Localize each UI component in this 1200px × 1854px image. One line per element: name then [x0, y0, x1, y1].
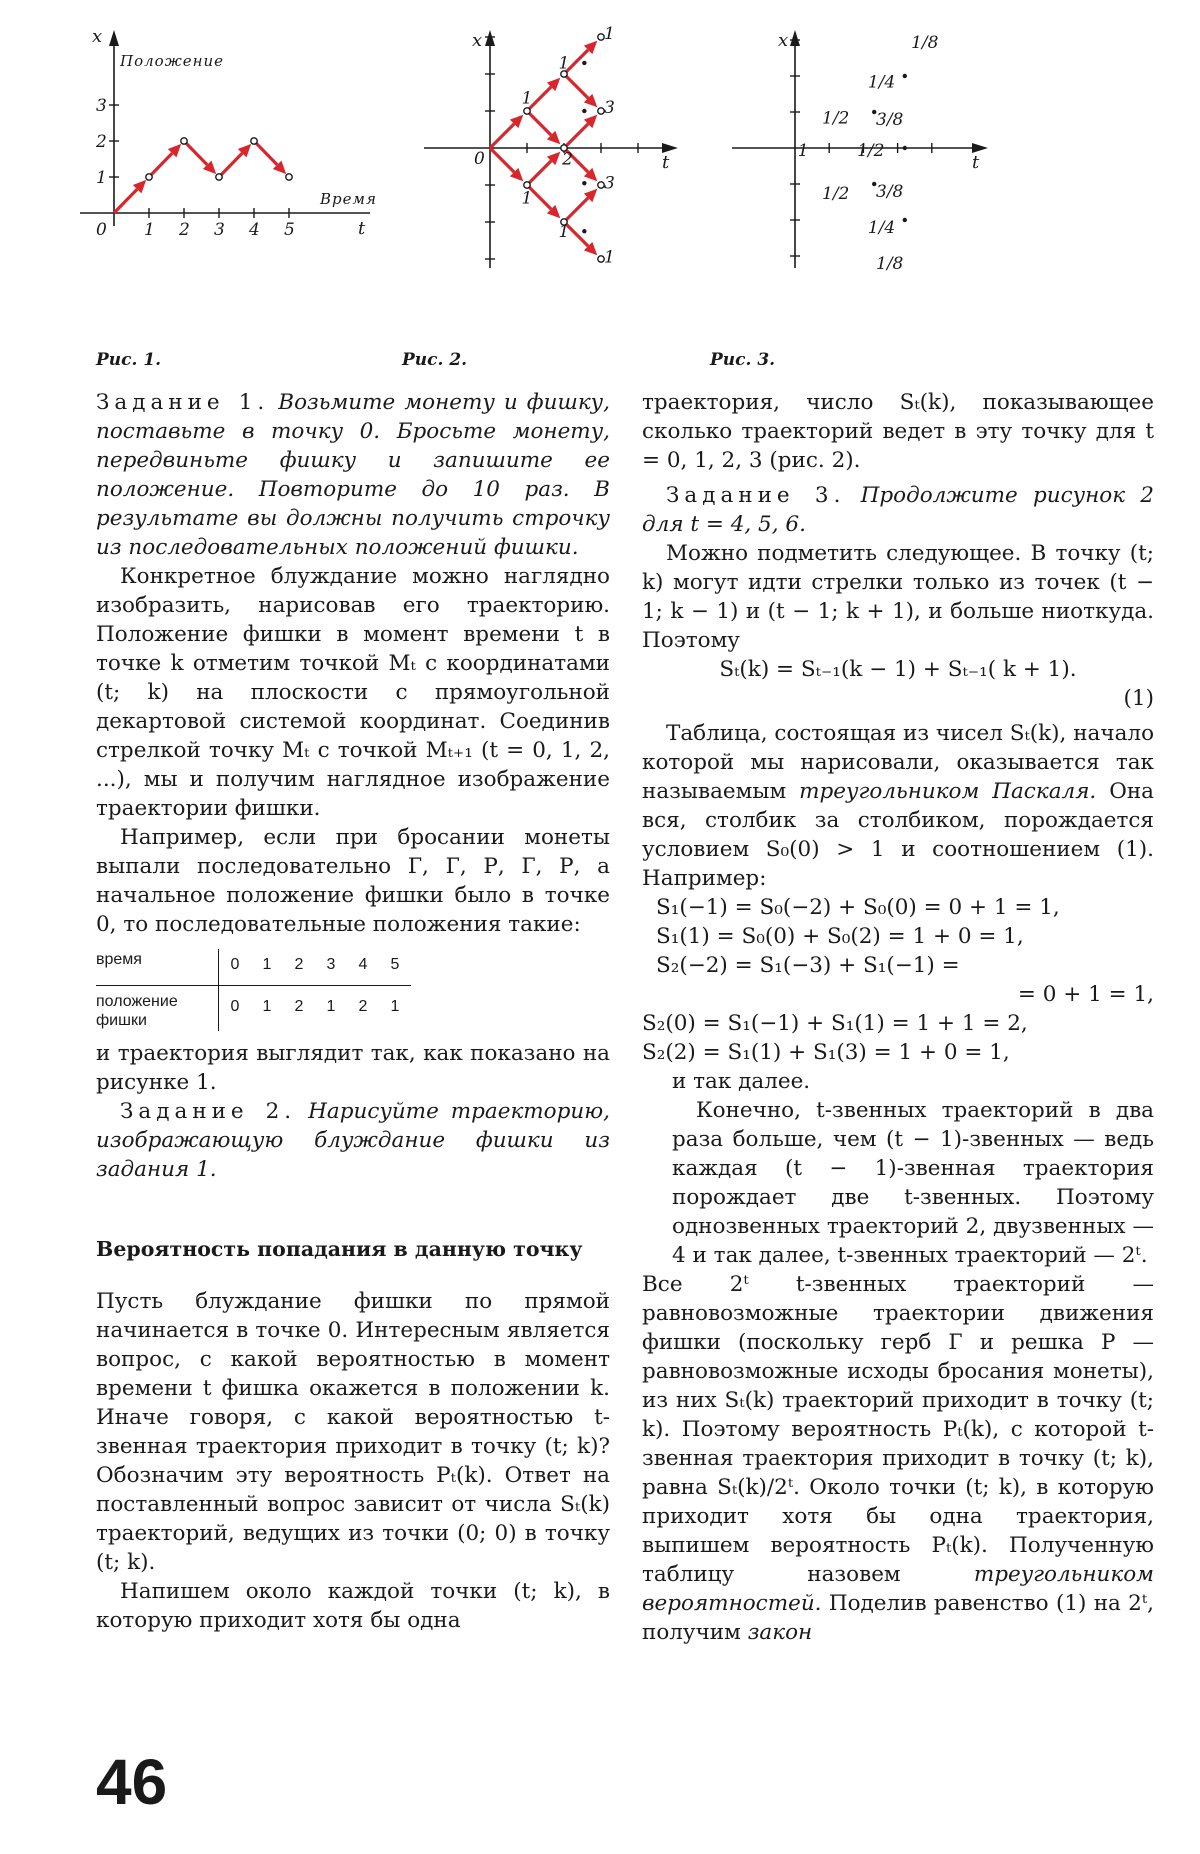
fig1-y-tick-label: 2	[96, 132, 107, 152]
fig2-count-label: 1	[558, 53, 570, 74]
fig3-t-label: t	[972, 152, 980, 173]
paragraph-example: Например, если при бросании монеты выпали последовательно Г, Г, Р, Г, Р, а начальное положение фишки было в точке 0, то последовательные положения такие:	[96, 825, 610, 937]
table-cell: 1	[262, 998, 272, 1015]
fig3-x-label: x	[778, 30, 789, 51]
task-2-label: Задание 2.	[120, 1099, 297, 1124]
figure-3-caption: Рис. 3.	[710, 350, 776, 370]
table-cell: 0	[230, 998, 240, 1015]
task-1-label: Задание 1.	[96, 390, 270, 415]
fig1-position-label: Положение	[120, 52, 225, 70]
table-cell: 2	[283, 949, 315, 986]
fig3-y-arrowhead	[790, 30, 800, 46]
fig1-path-arrow-shaft	[184, 141, 207, 165]
task-2-text: Нарисуйте траекторию, изображающую блуждание фишки из задания 1.	[96, 1099, 610, 1182]
fig2-node	[524, 182, 530, 188]
fig1-time-label: Время	[320, 190, 377, 208]
fig2-arrow-shaft	[527, 111, 551, 135]
task-3-label: Задание 3.	[666, 483, 846, 508]
fig2-dot	[582, 229, 586, 233]
paragraph-observation: Можно подметить следующее. В точку (t; k) могут идти стрелки только из точек (t − 1; k − 1) и (t − 1; k + 1), и больше ниоткуда. Поэтому	[642, 541, 1154, 653]
figure-2-caption: Рис. 2.	[402, 350, 468, 370]
right-column	[642, 388, 1154, 1647]
table-cell: 0	[219, 949, 252, 986]
fig1-x-tick-label: 1	[144, 220, 155, 240]
fig3-dot	[903, 74, 907, 78]
fig3-prob-label: 1/2	[857, 140, 885, 161]
table-cell: 3	[315, 949, 347, 986]
fig2-count-label: 2	[562, 149, 573, 170]
table-row-label: время	[96, 949, 219, 986]
fig3-prob-label: 1	[797, 140, 809, 161]
figure-3	[720, 20, 1040, 280]
fig3-prob-label: 1/4	[867, 72, 896, 93]
equation-1: S₁(−1) = S₀(−2) + S₀(0) = 0 + 1 = 1,	[656, 895, 1060, 920]
fig1-path-point	[251, 138, 257, 144]
fig1-x-tick-label: 4	[249, 220, 260, 240]
triangle-term: треугольником вероятностей.	[642, 1562, 1154, 1616]
fig2-node	[524, 108, 530, 114]
equiprobable-text-a: Все 2ᵗ t-звенных траекторий — равновозможные траектории движения фишки (поскольку герб Г и решка Р — равновозможные исходы бросания монеты), из них Sₜ(k) траекторий приходит в точку (t; k). Поэтому вероятность Pₜ(k), с которой t-звенная траектория приходит в точку (t; k), равна Sₜ(k)/2ᵗ. Около точки (t; k), в которую приходит хотя бы одна траектория, выпишем вероятность Pₜ(k). Полученную таблицу назовем	[642, 1272, 1154, 1587]
figure-3-svg	[720, 20, 1040, 280]
table-cell: 1	[326, 998, 336, 1015]
paragraph-continuation: траектория, число Sₜ(k), показывающее сколько траекторий ведет в эту точку для t = 0, 1, 2, 3 (рис. 2).	[642, 390, 1154, 473]
fig3-prob-label: 1/8	[876, 254, 904, 275]
fig1-path-point	[146, 174, 152, 180]
fig2-count-label: 3	[603, 173, 615, 194]
fig2-arrow-shaft	[490, 124, 514, 148]
figure-1-svg	[70, 20, 390, 280]
fig1-path-point	[181, 138, 187, 144]
task-2	[96, 1097, 610, 1184]
fig2-arrow-shaft	[527, 161, 551, 185]
table-cell: 4	[347, 949, 379, 986]
fig3-prob-label: 3/8	[876, 182, 904, 203]
fig2-dot	[582, 181, 586, 185]
fig1-x-tick-label: 5	[284, 220, 295, 240]
fig1-path-arrow-shaft	[149, 153, 172, 177]
fig1-y-arrowhead	[109, 30, 119, 46]
fig2-count-label: 1	[521, 188, 533, 209]
positions-table	[96, 949, 411, 1031]
fig2-arrow-shaft	[564, 124, 588, 148]
table-cell: 2	[358, 998, 368, 1015]
left-column	[96, 388, 610, 1635]
fig1-x-label: x	[92, 26, 103, 47]
fig2-y-arrowhead	[485, 30, 495, 46]
fig3-prob-label: 1/2	[822, 108, 850, 129]
paragraph-equiprobable	[642, 1270, 1154, 1647]
equation-4: S₂(0) = S₁(−1) + S₁(1) = 1 + 1 = 2,	[642, 1011, 1028, 1036]
paragraph-pascal	[642, 719, 1154, 893]
law-word: закон	[747, 1620, 813, 1645]
fig3-prob-label: 1/8	[911, 32, 939, 53]
equation-and-so-on: и так далее.	[672, 1069, 811, 1094]
fig3-dot	[903, 146, 907, 150]
task-3-text: Продолжите рисунок 2 для t = 4, 5, 6.	[642, 483, 1154, 537]
figure-2-svg	[410, 20, 750, 280]
table-row-label: положение фишки	[96, 986, 219, 1032]
fig2-count-label: 1	[603, 247, 615, 268]
pascal-term: треугольником Паскаля.	[799, 779, 1097, 804]
fig1-t-label: t	[358, 218, 366, 239]
paragraph-trajectory: Конкретное блуждание можно наглядно изобразить, нарисовав его траекторию. Положение фишки в момент времени t в точке k отметим точкой Mₜ с координатами (t; k) на плоскости с прямоугольной декартовой системой координат. Соединив стрелкой точку Mₜ с точкой Mₜ₊₁ (t = 0, 1, 2, ...), мы и получим наглядное изображение траектории фишки.	[96, 564, 610, 821]
fig2-t-label: t	[662, 152, 670, 173]
task-3	[642, 481, 1154, 539]
fig1-path-point	[286, 174, 292, 180]
fig1-path-arrow-shaft	[219, 153, 242, 177]
fig1-x-tick-label: 3	[214, 220, 225, 240]
fig1-path-point	[216, 174, 222, 180]
paragraph-count: Конечно, t-звенных траекторий в два раза больше, чем (t − 1)-звенных — ведь каждая (t − 1)-звенная траектория порождает две t-звенных. Поэтому однозвенных траекторий 2, двузвенных — 4 и так далее, t-звенных траекторий — 2ᵗ.	[672, 1098, 1154, 1268]
fig2-arrow-shaft	[564, 198, 588, 222]
paragraph-figure-ref: и траектория выглядит так, как показано на рисунке 1.	[96, 1041, 610, 1095]
figure-2	[410, 20, 750, 280]
task-1	[96, 388, 610, 562]
fig2-count-label: 1	[558, 221, 570, 242]
table-cell: 5	[379, 949, 411, 986]
equation-3: S₂(−2) = S₁(−3) + S₁(−1) =	[656, 953, 960, 978]
fig1-x-tick-label: 0	[96, 220, 107, 240]
fig2-count-label: 1	[521, 88, 533, 109]
fig2-dot	[582, 61, 586, 65]
fig3-dot	[903, 218, 907, 222]
fig2-x-label: x	[472, 30, 483, 51]
formula-1-number: (1)	[1123, 686, 1154, 711]
paragraph-probability: Пусть блуждание фишки по прямой начинается в точке 0. Интересным является вопрос, с какой вероятностью в момент времени t фишка окажется в положении k. Иначе говоря, с какой вероятностью t-звенная траектория приходит в точку (t; k)? Обозначим эту вероятность Pₜ(k). Ответ на поставленный вопрос зависит от числа Sₜ(k) траекторий, ведущих из точки (0; 0) в точку (t; k).	[96, 1289, 610, 1575]
table-cell: 1	[390, 998, 400, 1015]
figure-1	[70, 20, 390, 280]
fig3-prob-label: 3/8	[876, 110, 904, 131]
fig3-prob-label: 1/2	[822, 184, 850, 204]
equation-2: S₁(1) = S₀(0) + S₀(2) = 1 + 0 = 1,	[656, 924, 1024, 949]
fig3-prob-label: 1/4	[867, 218, 896, 239]
fig1-path-arrow-shaft	[254, 141, 277, 165]
fig1-y-tick-label: 3	[96, 96, 107, 116]
equiprobable-text-b: Поделив равенство (1) на 2ᵗ, получим	[642, 1591, 1154, 1645]
fig2-count-label: 3	[603, 97, 615, 118]
fig1-x-tick-label: 2	[179, 220, 190, 240]
pascal-text-b: Она вся, столбик за столбиком, порождается условием S₀(0) > 1 и соотношением (1). Например:	[642, 779, 1154, 891]
fig1-path-arrow-shaft	[114, 189, 137, 213]
fig2-arrow-shaft	[490, 148, 514, 172]
pascal-text-a: Таблица, состоящая из чисел Sₜ(k), начало которой мы нарисовали, оказывается так называемым	[642, 721, 1155, 804]
table-cell: 2	[294, 998, 304, 1015]
fig2-dot	[582, 109, 586, 113]
task-1-text: Возьмите монету и фишку, поставьте в точку 0. Бросьте монету, передвиньте фишку и запишите ее положение. Повторите до 10 раз. В результате вы должны получить строчку из последовательных положений фишки.	[96, 390, 610, 560]
fig1-y-tick-label: 1	[96, 168, 107, 188]
fig2-origin-label: 0	[474, 149, 485, 169]
fig2-arrow-shaft	[564, 74, 588, 98]
equation-5: S₂(2) = S₁(1) + S₁(3) = 1 + 0 = 1,	[642, 1040, 1010, 1065]
fig2-count-label: 1	[603, 23, 615, 44]
figure-1-caption: Рис. 1.	[96, 350, 162, 370]
formula-1: Sₜ(k) = Sₜ₋₁(k − 1) + Sₜ₋₁( k + 1).	[719, 657, 1077, 682]
page-number: 46	[96, 1746, 168, 1818]
section-title: Вероятность попадания в данную точку	[96, 1237, 583, 1261]
table-cell: 1	[251, 949, 283, 986]
paragraph-write-near: Напишем около каждой точки (t; k), в которую приходит хотя бы одна	[96, 1579, 610, 1633]
equation-3b: = 0 + 1 = 1,	[1017, 982, 1154, 1007]
